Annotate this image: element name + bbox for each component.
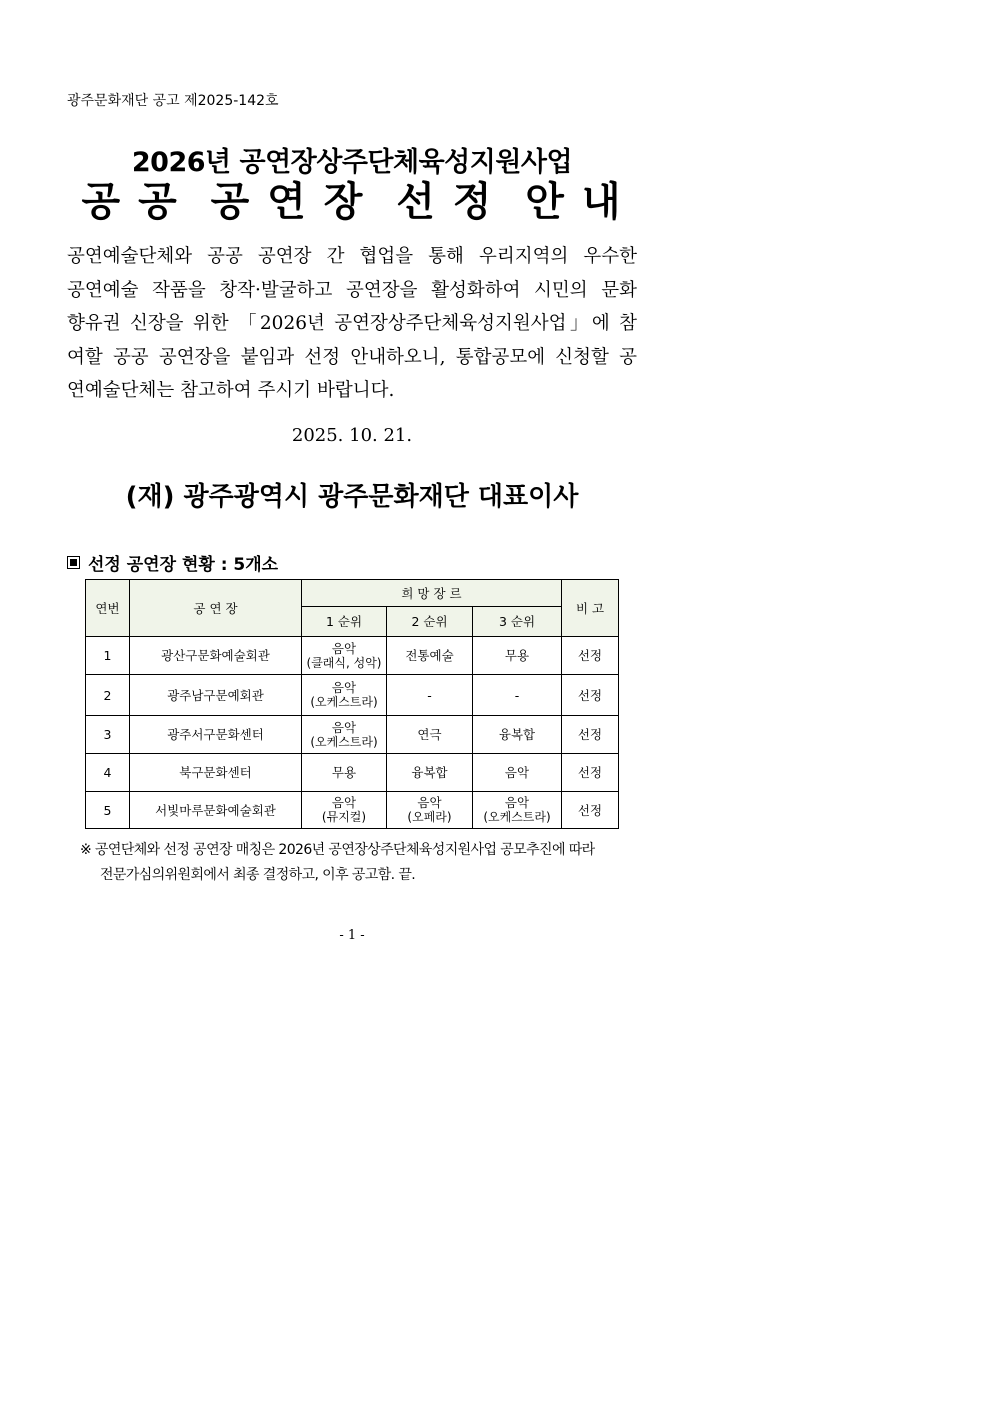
section-heading bbox=[67, 550, 278, 575]
cell-rank3: 무용 bbox=[473, 637, 562, 675]
header-rank1: 1 순위 bbox=[302, 607, 387, 637]
cell-note: 선정 bbox=[562, 792, 619, 829]
table-row bbox=[86, 754, 619, 792]
cell-rank2 bbox=[387, 792, 473, 829]
section-heading-text: 선정 공연장 현황 : 5개소 bbox=[88, 555, 279, 575]
table-row bbox=[86, 716, 619, 754]
cell-rank3-sub: (오케스트라) bbox=[483, 810, 551, 824]
header-genre: 희 망 장 르 bbox=[302, 580, 562, 607]
cell-rank2: 연극 bbox=[387, 716, 473, 754]
document-title: 2026년 공연장상주단체육성지원사업 bbox=[131, 147, 573, 178]
cell-rank3: - bbox=[473, 675, 562, 716]
cell-rank3-main: 음악 bbox=[504, 795, 530, 810]
header-venue: 공 연 장 bbox=[130, 580, 302, 637]
table-row bbox=[86, 792, 619, 829]
cell-rank1 bbox=[302, 637, 387, 675]
cell-rank1-sub: (오케스트라) bbox=[310, 695, 378, 709]
header-rank2: 2 순위 bbox=[387, 607, 473, 637]
body-line: 공연예술 작품을 창작·발굴하고 공연장을 활성화하여 시민의 문화 bbox=[67, 279, 637, 301]
cell-rank1: 무용 bbox=[302, 754, 387, 792]
cell-rank3: 음악 bbox=[473, 754, 562, 792]
notice-number: 광주문화재단 공고 제2025-142호 bbox=[67, 93, 279, 109]
cell-rank1 bbox=[302, 675, 387, 716]
cell-no: 4 bbox=[86, 754, 130, 792]
cell-rank1 bbox=[302, 792, 387, 829]
body-line: 연예술단체는 참고하여 주시기 바랍니다. bbox=[67, 380, 395, 401]
cell-note: 선정 bbox=[562, 675, 619, 716]
cell-no: 5 bbox=[86, 792, 130, 829]
footnote bbox=[80, 838, 595, 888]
page-number: - 1 - bbox=[339, 928, 365, 943]
cell-rank2-sub: (오페라) bbox=[407, 810, 452, 824]
cell-rank1-sub: (클래식, 성악) bbox=[306, 655, 382, 670]
footnote-line: ※ 공연단체와 선정 공연장 매칭은 2026년 공연장상주단체육성지원사업 공모추진에 따라 bbox=[80, 842, 595, 858]
cell-venue: 북구문화센터 bbox=[130, 754, 302, 792]
cell-no: 3 bbox=[86, 716, 130, 754]
cell-venue: 광주남구문예회관 bbox=[130, 675, 302, 716]
cell-rank1-main: 음악 bbox=[331, 680, 357, 695]
header-no: 연번 bbox=[86, 580, 130, 637]
cell-venue: 서빛마루문화예술회관 bbox=[130, 792, 302, 829]
cell-rank2: 전통예술 bbox=[387, 637, 473, 675]
body-line: 향유권 신장을 위한 「2026년 공연장상주단체육성지원사업」에 참 bbox=[67, 313, 637, 334]
document-subtitle: 공 공 공 연 장 선 정 안 내 bbox=[81, 179, 623, 225]
cell-note: 선정 bbox=[562, 754, 619, 792]
issuer: (재) 광주광역시 광주문화재단 대표이사 bbox=[125, 482, 579, 512]
cell-no: 2 bbox=[86, 675, 130, 716]
body-line: 공연예술단체와 공공 공연장 간 협업을 통해 우리지역의 우수한 bbox=[67, 246, 637, 267]
table-row bbox=[86, 637, 619, 675]
cell-venue: 광주서구문화센터 bbox=[130, 716, 302, 754]
cell-rank2: - bbox=[387, 675, 473, 716]
filled-square-icon bbox=[67, 556, 80, 569]
notice-date: 2025. 10. 21. bbox=[291, 425, 413, 446]
cell-rank3: 융복합 bbox=[473, 716, 562, 754]
footnote-line: 전문가심의위원회에서 최종 결정하고, 이후 공고함. 끝. bbox=[100, 867, 416, 883]
cell-rank3 bbox=[473, 792, 562, 829]
cell-rank1-sub: (뮤지컬) bbox=[321, 810, 367, 824]
cell-no: 1 bbox=[86, 637, 130, 675]
cell-rank1 bbox=[302, 716, 387, 754]
cell-rank2: 융복합 bbox=[387, 754, 473, 792]
cell-rank1-main: 음악 bbox=[331, 719, 357, 735]
cell-rank1-main: 음악 bbox=[331, 795, 357, 810]
body-paragraph bbox=[67, 240, 637, 408]
cell-note: 선정 bbox=[562, 637, 619, 675]
cell-rank1-main: 음악 bbox=[331, 640, 357, 656]
venue-table bbox=[85, 579, 619, 829]
header-rank3: 3 순위 bbox=[473, 607, 562, 637]
cell-venue: 광산구문화예술회관 bbox=[130, 637, 302, 675]
table-row bbox=[86, 675, 619, 716]
cell-rank1-sub: (오케스트라) bbox=[310, 734, 378, 749]
cell-rank2-main: 음악 bbox=[417, 795, 442, 810]
header-note: 비 고 bbox=[562, 580, 619, 637]
cell-note: 선정 bbox=[562, 716, 619, 754]
body-line: 여할 공공 공연장을 붙임과 선정 안내하오니, 통합공모에 신청할 공 bbox=[67, 346, 637, 368]
